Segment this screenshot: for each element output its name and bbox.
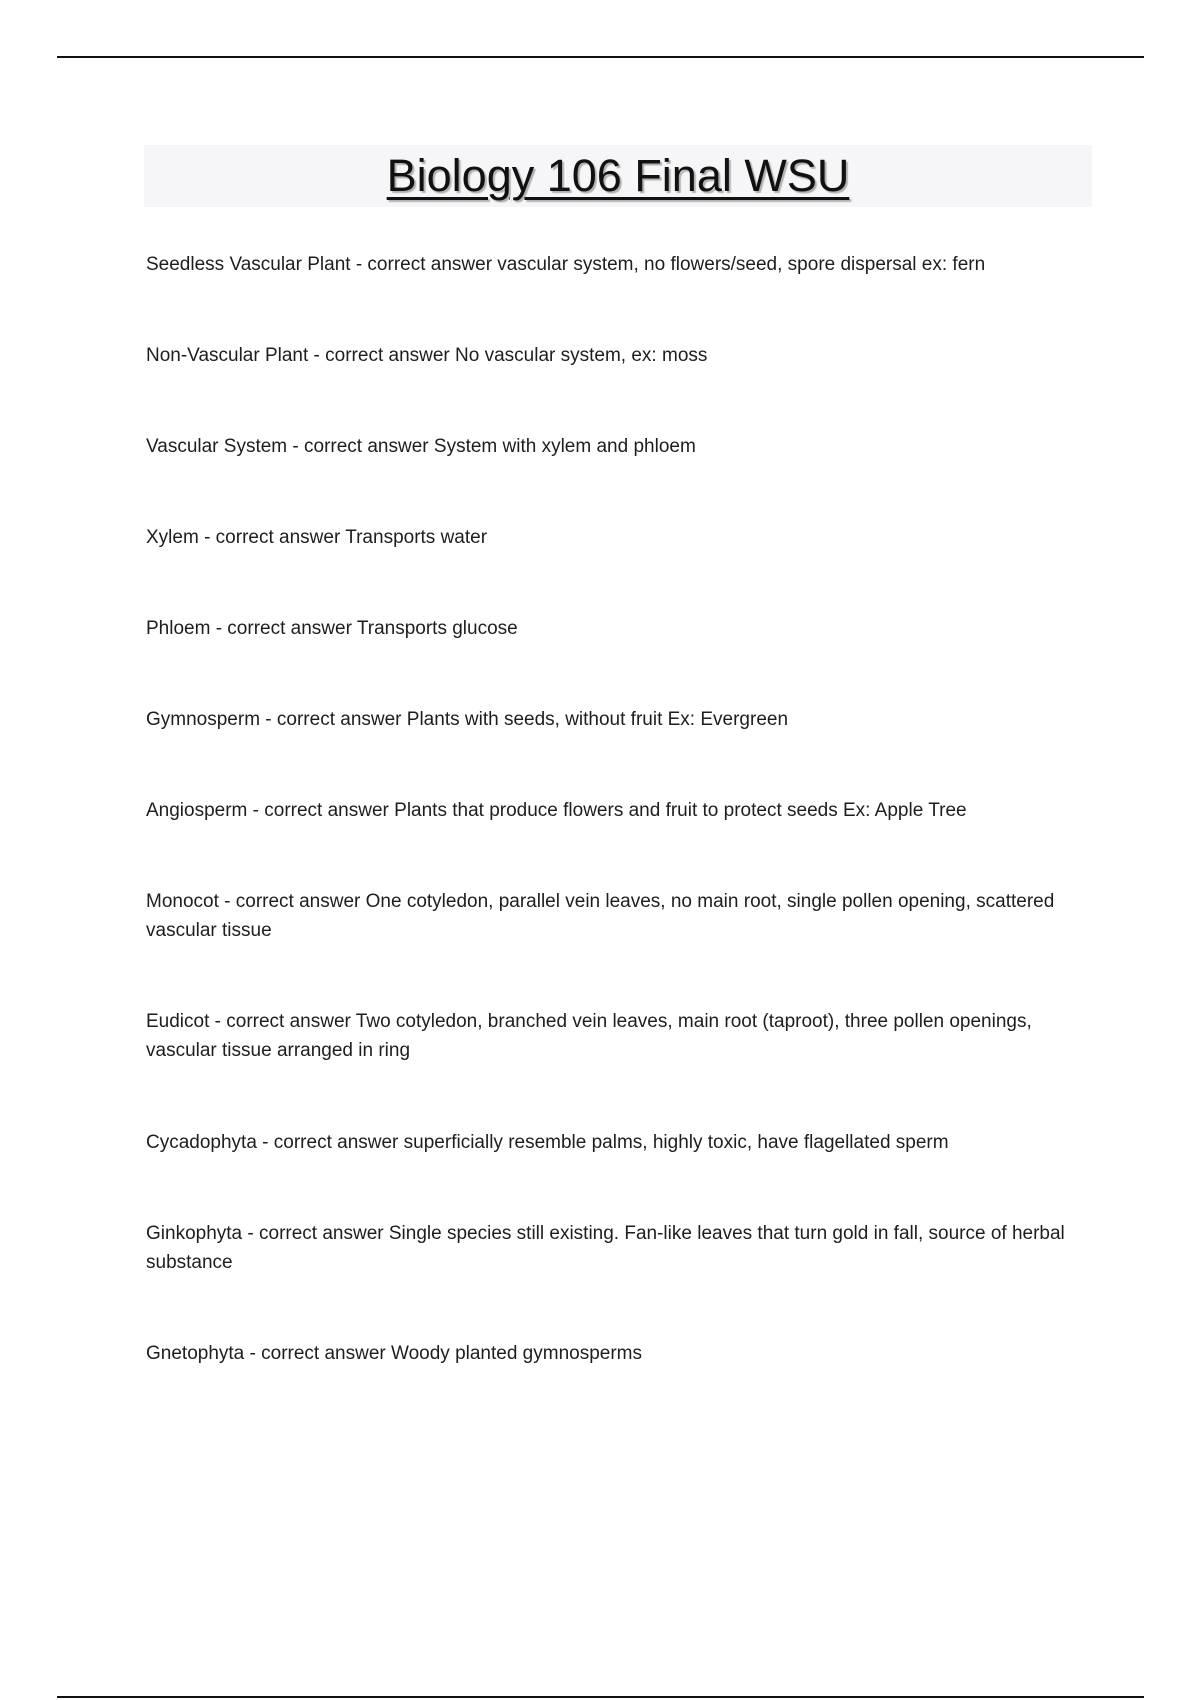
entry-xylem: Xylem - correct answer Transports water <box>146 527 488 548</box>
document-title: Biology 106 Final WSU <box>386 150 850 201</box>
entry-monocot: Monocot - correct answer One cotyledon, parallel vein leaves, no main root, single pollen opening, scattered vascular tissue <box>146 891 1055 941</box>
entry-non-vascular-plant: Non-Vascular Plant - correct answer No vascular system, ex: moss <box>146 345 708 366</box>
top-rule <box>57 56 1144 58</box>
entry-seedless-vascular-plant: Seedless Vascular Plant - correct answer vascular system, no flowers/seed, spore dispersal ex: fern <box>146 254 986 275</box>
entry-cycadophyta: Cycadophyta - correct answer superficially resemble palms, highly toxic, have flagellated sperm <box>146 1132 949 1153</box>
title-band <box>144 145 1092 207</box>
entry-angiosperm: Angiosperm - correct answer Plants that produce flowers and fruit to protect seeds Ex: Apple Tree <box>146 800 967 821</box>
entry-gymnosperm: Gymnosperm - correct answer Plants with seeds, without fruit Ex: Evergreen <box>146 709 789 730</box>
entry-ginkophyta: Ginkophyta - correct answer Single species still existing. Fan-like leaves that turn gold in fall, source of herbal substance <box>146 1223 1065 1273</box>
entry-eudicot: Eudicot - correct answer Two cotyledon, branched vein leaves, main root (taproot), three pollen openings, vascular tissue arranged in ring <box>146 1011 1032 1061</box>
entry-phloem: Phloem - correct answer Transports glucose <box>146 618 518 639</box>
entry-gnetophyta: Gnetophyta - correct answer Woody planted gymnosperms <box>146 1343 642 1364</box>
bottom-rule <box>57 1696 1144 1698</box>
entry-vascular-system: Vascular System - correct answer System with xylem and phloem <box>146 436 696 457</box>
